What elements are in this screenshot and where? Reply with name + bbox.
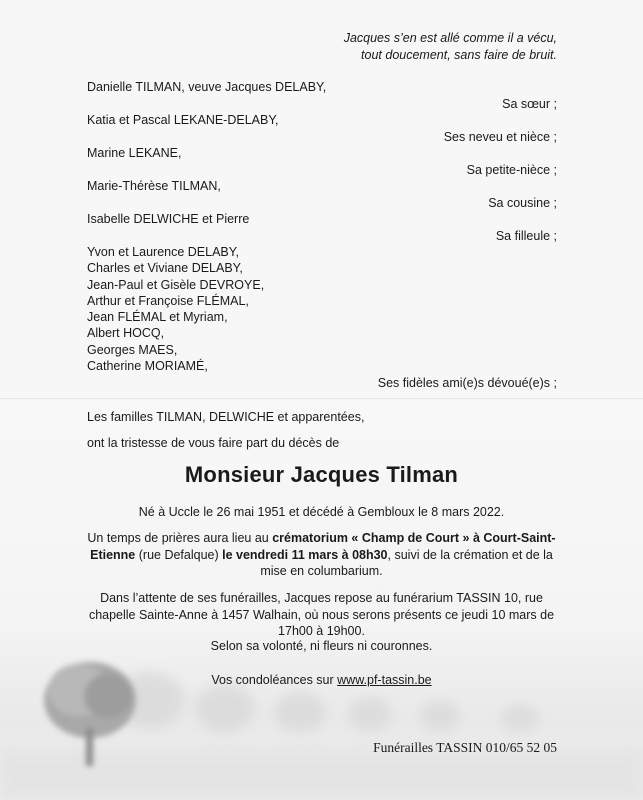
family-relation-4: Sa cousine ; xyxy=(488,196,557,210)
family-name-3: Marine LEKANE, xyxy=(87,146,182,160)
families-line: Les familles TILMAN, DELWICHE et apparentées, xyxy=(87,410,365,424)
quote-line-1: Jacques s’en est allé comme il a vécu, xyxy=(343,31,557,45)
friend-name: Jean-Paul et Gisèle DEVROYE, xyxy=(87,277,265,292)
friend-name: Charles et Viviane DELABY, xyxy=(87,261,243,276)
condolences-link[interactable]: www.pf-tassin.be xyxy=(337,673,432,687)
prayer-location: crématorium « Champ de Court » à Court-Saint-Etienne xyxy=(90,531,556,562)
flowers-wish: Selon sa volonté, ni fleurs ni couronnes. xyxy=(210,639,433,653)
condolences-line xyxy=(80,672,563,689)
family-relation-1: Sa sœur ; xyxy=(502,97,557,111)
family-relation-3: Sa petite-nièce ; xyxy=(466,163,557,177)
family-name-4: Marie-Thérèse TILMAN, xyxy=(87,179,221,193)
family-name-5: Isabelle DELWICHE et Pierre xyxy=(87,212,250,226)
funeral-home-footer: Funérailles TASSIN 010/65 52 05 xyxy=(373,740,557,755)
friends-list xyxy=(87,244,264,374)
friend-name: Albert HOCQ, xyxy=(87,326,165,341)
family-relation-5: Sa filleule ; xyxy=(495,229,557,243)
prayer-text-2: (rue Defalque) xyxy=(135,547,223,562)
friend-name: Catherine MORIAMÉ, xyxy=(87,359,208,374)
condolences-prefix: Vos condoléances sur xyxy=(211,673,338,687)
deceased-name: Monsieur Jacques Tilman xyxy=(184,462,459,487)
family-relation-2: Ses neveu et nièce ; xyxy=(443,130,557,144)
friends-relation: Ses fidèles ami(e)s dévoué(e)s ; xyxy=(377,376,557,390)
wake-info: Dans l’attente de ses funérailles, Jacques repose au funérarium TASSIN 10, rue chapelle Sainte-Anne à 1457 Walhain, où nous serons présents ce jeudi 10 mars de 17h00 à 19h00. xyxy=(88,591,555,638)
quote-line-2: tout doucement, sans faire de bruit. xyxy=(361,47,557,62)
birth-death-info: Né à Uccle le 26 mai 1951 et décédé à Gembloux le 8 mars 2022. xyxy=(138,505,505,519)
family-name-1: Danielle TILMAN, veuve Jacques DELABY, xyxy=(87,80,327,94)
family-name-2: Katia et Pascal LEKANE-DELABY, xyxy=(87,113,279,127)
friend-name: Yvon et Laurence DELABY, xyxy=(87,245,239,259)
prayer-info xyxy=(80,530,563,580)
prayer-text-3: , suivi de la crémation et de la mise en columbarium. xyxy=(260,547,553,578)
announcement-line: ont la tristesse de vous faire part du décès de xyxy=(87,436,340,450)
prayer-text-1: Un temps de prières aura lieu au xyxy=(87,531,273,545)
friend-name: Jean FLÉMAL et Myriam, xyxy=(87,310,228,325)
prayer-date: le vendredi 11 mars à 08h30 xyxy=(222,547,388,562)
opening-quote xyxy=(344,30,557,63)
page-fold-line xyxy=(0,398,643,400)
friend-name: Georges MAES, xyxy=(87,342,178,357)
friend-name: Arthur et Françoise FLÉMAL, xyxy=(87,293,249,308)
